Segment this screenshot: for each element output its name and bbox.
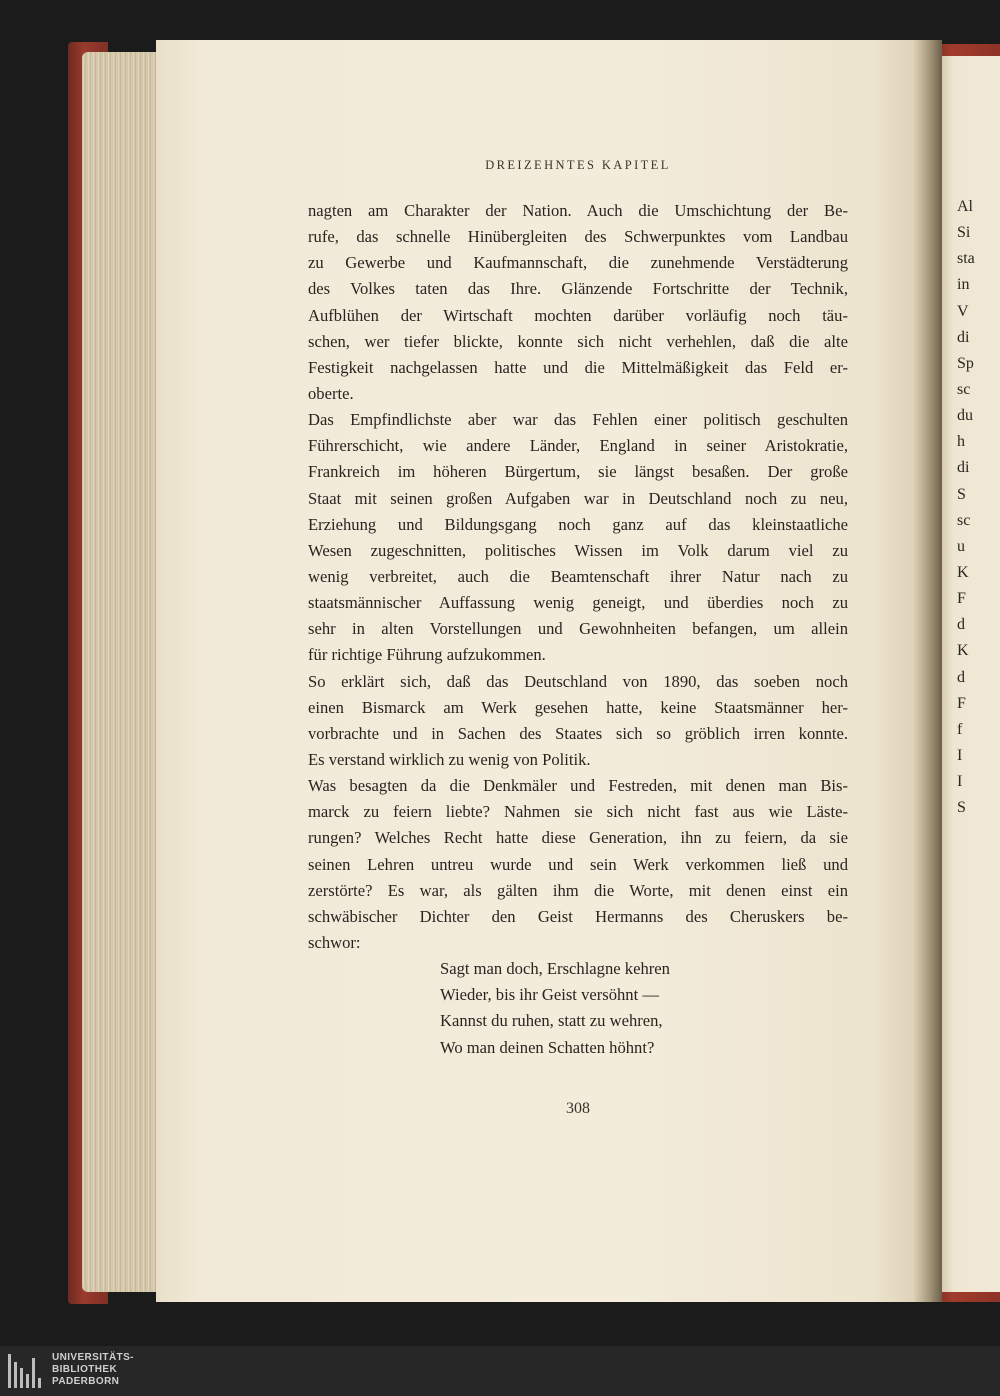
right-page-line: S: [957, 799, 966, 817]
right-page-line: I: [957, 746, 963, 764]
right-page-line: F: [957, 590, 966, 608]
verse-line: Sagt man doch, Erschlagne kehren: [440, 959, 670, 979]
text-line: marck zu feiern liebte? Nahmen sie sich nicht fast aus wie Läste-: [308, 802, 848, 822]
verse-line: Wieder, bis ihr Geist versöhnt —: [440, 985, 659, 1005]
text-line: schwäbischer Dichter den Geist Hermanns des Cheruskers be-: [308, 906, 848, 926]
library-logo-text: [52, 1352, 134, 1388]
right-page-line: du: [957, 407, 973, 425]
right-page-line: V: [957, 302, 969, 320]
body-text: [308, 198, 848, 1061]
right-page-line: Sp: [957, 354, 974, 372]
text-line: Erziehung und Bildungsgang noch ganz auf das kleinstaatliche: [308, 514, 848, 534]
text-line: für richtige Führung aufzukommen.: [308, 645, 546, 665]
text-line: rungen? Welches Recht hatte diese Generation, ihn zu feiern, da sie: [308, 828, 848, 848]
right-page-text: [957, 194, 975, 821]
right-page-line: sc: [957, 380, 971, 398]
right-page-line: di: [957, 459, 970, 477]
book-gutter: [912, 40, 942, 1302]
right-page-line: d: [957, 668, 965, 686]
right-page-fragment: [938, 56, 1000, 1292]
right-page-line: S: [957, 485, 966, 503]
right-page-line: Al: [957, 198, 973, 215]
text-line: seinen Lehren untreu wurde und sein Werk verkommen ließ und: [308, 854, 848, 874]
right-page-line: u: [957, 537, 965, 555]
text-line: schen, wer tiefer blickte, konnte sich nicht verhehlen, daß die alte: [308, 331, 848, 351]
verse-quote: [308, 956, 848, 1061]
running-head: DREIZEHNTES KAPITEL: [485, 158, 671, 172]
prose: [308, 198, 848, 956]
text-line: des Volkes taten das Ihre. Glänzende Fortschritte der Technik,: [308, 279, 848, 299]
logo-text-line: UNIVERSITÄTS-: [52, 1352, 134, 1363]
right-page-line: sta: [957, 250, 975, 268]
text-line: Frankreich im höheren Bürgertum, sie längst besaßen. Der große: [308, 462, 848, 482]
text-line: Was besagten da die Denkmäler und Festreden, mit denen man Bis-: [308, 776, 848, 796]
text-line: schwor:: [308, 932, 361, 952]
text-line: Es verstand wirklich zu wenig von Politik.: [308, 749, 591, 769]
right-page-line: h: [957, 433, 965, 451]
text-line: rufe, das schnelle Hinübergleiten des Schwerpunktes vom Landbau: [308, 227, 848, 247]
text-line: Wesen zugeschnitten, politisches Wissen im Volk darum viel zu: [308, 540, 848, 560]
text-line: sehr in alten Vorstellungen und Gewohnheiten befangen, um allein: [308, 619, 848, 639]
right-page-line: d: [957, 616, 965, 634]
right-page-line: in: [957, 276, 970, 294]
text-line: Das Empfindlichste aber war das Fehlen einer politisch geschulten: [308, 410, 848, 430]
text-line: vorbrachte und in Sachen des Staates sich so gröblich irren konnte.: [308, 723, 848, 743]
library-logo-icon: [8, 1354, 46, 1388]
text-line: Festigkeit nachgelassen hatte und die Mittelmäßigkeit das Feld er-: [308, 357, 848, 377]
right-page-line: K: [957, 563, 969, 581]
right-page-line: sc: [957, 511, 971, 529]
right-page-line: f: [957, 720, 963, 738]
text-line: So erklärt sich, daß das Deutschland von 1890, das soeben noch: [308, 671, 848, 691]
page-number: 308: [566, 1100, 590, 1117]
text-line: nagten am Charakter der Nation. Auch die Umschichtung der Be-: [308, 201, 848, 220]
footer-bar: [0, 1346, 1000, 1396]
right-page-line: Si: [957, 224, 971, 242]
logo-text-line: BIBLIOTHEK: [52, 1364, 118, 1375]
verse-line: Wo man deinen Schatten höhnt?: [440, 1037, 655, 1057]
text-line: zerstörte? Es war, als gälten ihm die Worte, mit denen einst ein: [308, 880, 848, 900]
right-page-line: K: [957, 642, 969, 660]
right-page-line: I: [957, 773, 963, 791]
text-line: oberte.: [308, 383, 354, 403]
text-line: zu Gewerbe und Kaufmannschaft, die zunehmende Verstädterung: [308, 253, 848, 273]
verse-line: Kannst du ruhen, statt zu wehren,: [440, 1011, 663, 1031]
right-page-line: F: [957, 694, 966, 712]
page-edges: [82, 52, 160, 1292]
text-line: wenig verbreitet, auch die Beamtenschaft ihrer Natur nach zu: [308, 566, 848, 586]
text-line: Staat mit seinen großen Aufgaben war in Deutschland noch zu neu,: [308, 488, 848, 508]
logo-text-line: PADERBORN: [52, 1376, 120, 1387]
text-line: Führerschicht, wie andere Länder, England in seiner Aristokratie,: [308, 436, 848, 456]
text-line: staatsmännischer Auffassung wenig geneigt, und überdies noch zu: [308, 593, 848, 613]
right-page-line: di: [957, 328, 970, 346]
text-line: einen Bismarck am Werk gesehen hatte, keine Staatsmänner her-: [308, 697, 848, 717]
text-line: Aufblühen der Wirtschaft mochten darüber vorläufig noch täu-: [308, 305, 848, 325]
